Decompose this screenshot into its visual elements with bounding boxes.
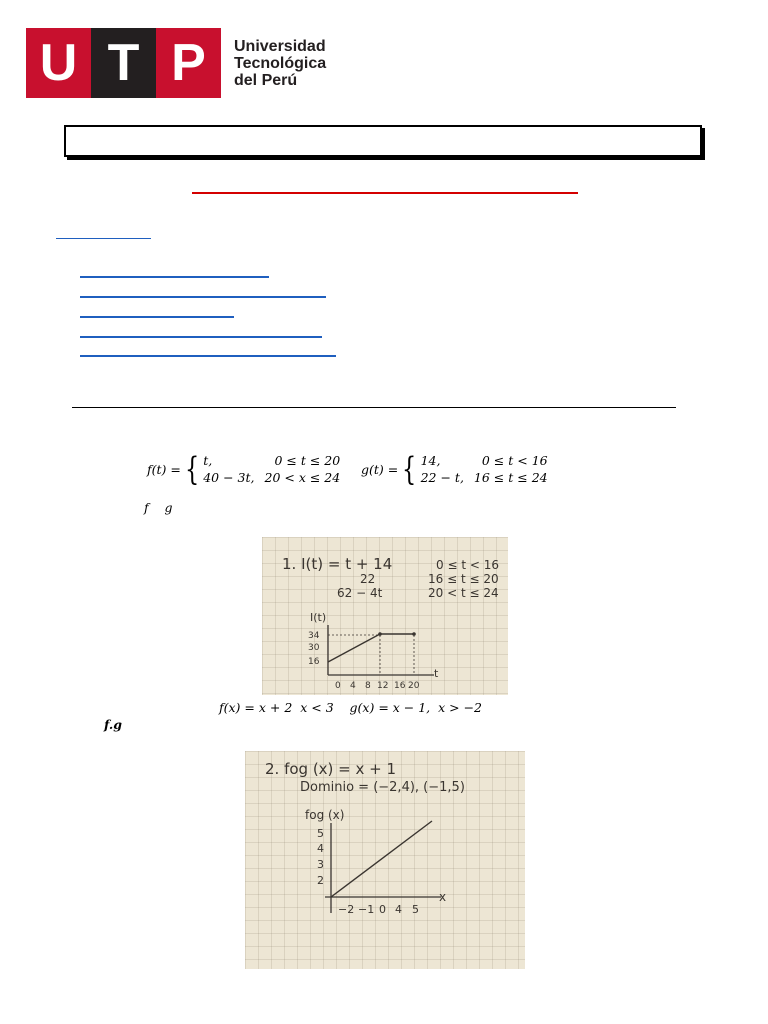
g-brace: { [402, 450, 417, 488]
figure-2-drawing [245, 751, 525, 969]
fig2-ytick-5: 5 [317, 827, 324, 840]
logo-letter-u: U [26, 28, 91, 98]
fig2-xtick-4: 4 [395, 903, 402, 916]
fig1-point-a [378, 632, 382, 636]
g-cases [421, 453, 548, 485]
toc-link-1[interactable] [80, 276, 269, 278]
fig1-ytick-16: 16 [308, 657, 320, 667]
f-case-2-expr: 40 − 3t, [203, 470, 255, 485]
fig1-ytick-34: 34 [308, 631, 320, 641]
fig2-ytick-2: 2 [317, 874, 324, 887]
f-case-2-cond: 20 < x ≤ 24 [264, 470, 341, 485]
f-brace: { [184, 450, 200, 488]
fig2-ytick-3: 3 [317, 858, 324, 871]
utp-logo [26, 28, 326, 98]
toc-link-2[interactable] [80, 296, 326, 298]
f-and-g-label: f g [144, 500, 173, 515]
g-case-1-expr: 14, [420, 453, 441, 468]
fig2-xtick-m2: −2 [338, 903, 355, 916]
fig1-ylabel: I(t) [310, 611, 327, 624]
logo-university-name [234, 38, 326, 89]
fig1-xtick-0: 0 [335, 681, 341, 691]
toc-link-4[interactable] [80, 336, 322, 338]
logo-letter-p: P [156, 28, 221, 98]
f-label: f(t) = [147, 461, 181, 477]
f-piecewise-definition [147, 450, 341, 488]
fig1-ytick-30: 30 [308, 643, 320, 653]
fig2-ylabel: fog (x) [305, 808, 345, 822]
fig1-xtick-8: 8 [365, 681, 371, 691]
g-case-1-cond: 0 ≤ t < 16 [481, 453, 548, 468]
g-label: g(t) = [361, 461, 399, 477]
fig2-xtick-m1: −1 [358, 903, 375, 916]
fig1-xtick-4: 4 [350, 681, 356, 691]
fig1-xlabel: t [434, 667, 439, 680]
g-piecewise-definition [361, 450, 548, 488]
red-underline [192, 192, 578, 194]
f-cases [203, 453, 340, 485]
handwritten-figure-1 [262, 537, 508, 695]
logo-letter-t: T [91, 28, 156, 98]
fig2-xtick-0: 0 [379, 903, 386, 916]
fig2-domain: Dominio = (−2,4), (−1,5) [300, 780, 465, 795]
fig1-xtick-12: 12 [377, 681, 389, 691]
toc-link-5[interactable] [80, 355, 336, 357]
fig1-point-b [412, 632, 416, 636]
fig1-xtick-16: 16 [394, 681, 406, 691]
fig2-ytick-4: 4 [317, 842, 324, 855]
toc-link-3[interactable] [80, 316, 234, 318]
horizontal-rule [72, 407, 676, 408]
f-case-1-expr: t, [203, 453, 213, 468]
fig2-heading: 2. fog (x) = x + 1 [265, 760, 397, 778]
title-box [64, 125, 702, 157]
g-case-2-cond: 16 ≤ t ≤ 24 [473, 470, 548, 485]
fig2-function-line [331, 821, 432, 897]
logo-name-line-3: del Perú [234, 72, 298, 89]
fig1-row-1-cond: 0 ≤ t < 16 [436, 558, 499, 572]
section-link-underline[interactable] [56, 238, 151, 239]
f-dot-g-label: f.g [104, 717, 123, 732]
fig1-row-3-expr: 62 − 4t [337, 586, 383, 600]
logo-name-line-1: Universidad [234, 38, 326, 55]
fig2-xtick-5: 5 [412, 903, 419, 916]
logo-blocks [26, 28, 221, 98]
fig1-row-2-cond: 16 ≤ t ≤ 20 [428, 572, 499, 586]
fig1-heading: 1. I(t) = t + 14 [282, 555, 393, 573]
f-case-1-cond: 0 ≤ t ≤ 20 [274, 453, 341, 468]
fig1-xtick-20: 20 [408, 681, 420, 691]
fig1-row-3-cond: 20 < t ≤ 24 [428, 586, 499, 600]
fig1-row-2-expr: 22 [360, 572, 376, 586]
figure-1-drawing [262, 537, 508, 695]
logo-name-line-2: Tecnológica [234, 55, 327, 72]
fig2-xlabel: x [439, 890, 447, 904]
g-case-2-expr: 22 − t, [420, 470, 464, 485]
handwritten-figure-2 [245, 751, 525, 969]
f-g-definitions-line: f(x) = x + 2 x < 3 g(x) = x − 1, x > −2 [219, 700, 483, 715]
fig1-function-line [328, 634, 414, 662]
